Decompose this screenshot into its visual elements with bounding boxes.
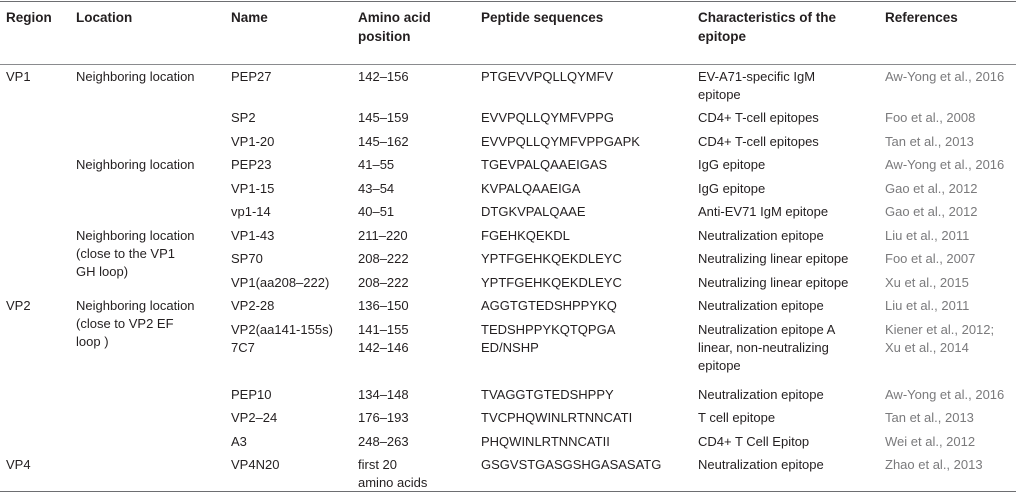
cell-characteristics [698,250,848,268]
cell-amino-acid-line: 136–150 [358,298,409,313]
cell-name-line: A3 [231,434,247,449]
cell-reference [885,433,975,451]
header-region: Region [6,10,52,25]
cell-amino-acid [358,156,394,174]
cell-peptide [481,180,580,198]
cell-peptide-line: EVVPQLLQYMFVPPG [481,110,614,125]
cell-name-line: VP1-20 [231,134,275,149]
cell-location [76,156,195,174]
cell-peptide-line: AGGTGTEDSHPPYKQ [481,298,617,313]
cell-amino-acid [358,133,409,151]
cell-peptide-line: TEDSHPPYKQTQPGA [481,322,616,337]
cell-characteristics [698,203,828,221]
table-top-rule [0,1,1016,2]
cell-region-line: VP1 [6,69,31,84]
cell-reference [885,227,969,245]
cell-amino-acid [358,409,409,427]
cell-amino-acid [358,109,409,127]
cell-reference-line: Xu et al., 2015 [885,275,969,290]
cell-amino-acid-line: 208–222 [358,251,409,266]
cell-reference-line: Aw-Yong et al., 2016 [885,387,1005,402]
cell-name-line: PEP27 [231,69,272,84]
cell-amino-acid-line: 145–162 [358,134,409,149]
cell-name [231,409,277,427]
cell-characteristics-line: CD4+ T Cell Epitop [698,434,810,449]
cell-amino-acid-line: 141–155 [358,322,409,337]
cell-name [231,203,271,221]
cell-location-line: loop ) [76,334,109,349]
cell-characteristics-line: CD4+ T-cell epitopes [698,134,819,149]
header-location: Location [76,10,133,25]
cell-amino-acid [358,297,409,315]
cell-name [231,321,333,357]
cell-peptide [481,386,614,404]
cell-peptide [481,321,615,357]
cell-characteristics-line: Neutralizing linear epitope [698,251,849,266]
cell-amino-acid-line: 40–51 [358,204,395,219]
cell-peptide-line: FGEHKQEKDL [481,228,570,243]
cell-peptide-line: YPTFGEHKQEKDLEYC [481,275,622,290]
cell-name [231,386,271,404]
cell-characteristics-line: CD4+ T-cell epitopes [698,110,819,125]
cell-amino-acid [358,227,408,245]
cell-reference [885,409,974,427]
cell-name [231,297,274,315]
cell-reference [885,109,975,127]
cell-location-line: (close to the VP1 [76,246,175,261]
cell-peptide-line: TVAGGTGTEDSHPPY [481,387,614,402]
cell-reference-line: Kiener et al., 2012; [885,322,995,337]
cell-reference [885,133,974,151]
cell-reference [885,386,1004,404]
cell-peptide [481,456,661,474]
cell-peptide [481,203,586,221]
table-bottom-rule [0,491,1016,492]
cell-characteristics [698,409,775,427]
cell-reference-line: Liu et al., 2011 [885,228,970,243]
header-characteristics [698,8,836,46]
cell-characteristics [698,386,824,404]
cell-name-line: VP2–24 [231,410,278,425]
cell-reference [885,180,978,198]
cell-peptide [481,297,617,315]
cell-characteristics-line: epitope [698,358,741,373]
cell-amino-acid-line: 211–220 [358,228,408,243]
cell-peptide-line: TVCPHQWINLRTNNCATI [481,410,633,425]
cell-name-line: vp1-14 [231,204,271,219]
cell-peptide [481,409,632,427]
cell-amino-acid-line: 208–222 [358,275,409,290]
cell-reference [885,297,969,315]
cell-location-line: Neighboring location [76,157,195,172]
cell-peptide-line: DTGKVPALQAAE [481,204,586,219]
header-amino-line1: Amino acid [358,10,431,25]
cell-characteristics-line: Neutralization epitope A [698,322,836,337]
cell-location-line: Neighboring location [76,298,195,313]
cell-amino-acid [358,321,409,357]
cell-location [76,68,195,86]
header-rule [0,64,1016,65]
cell-peptide-line: PTGEVVPQLLQYMFV [481,69,614,84]
cell-name-line: VP1(aa208–222) [231,275,330,290]
cell-characteristics-line: Neutralization epitope [698,298,824,313]
cell-amino-acid-line: 248–263 [358,434,409,449]
cell-amino-acid-line: 142–146 [358,340,409,355]
cell-amino-acid [358,456,427,492]
cell-reference-line: Aw-Yong et al., 2016 [885,157,1005,172]
cell-amino-acid-line: first 20 [358,457,398,472]
cell-reference-line: Gao et al., 2012 [885,204,978,219]
cell-characteristics-line: epitope [698,87,741,102]
cell-peptide-line: ED/NSHP [481,340,539,355]
cell-reference [885,68,1004,86]
cell-amino-acid [358,250,409,268]
cell-reference [885,274,969,292]
cell-characteristics [698,321,835,375]
cell-amino-acid [358,433,409,451]
cell-characteristics-line: Anti-EV71 IgM epitope [698,204,829,219]
cell-name-line: VP4N20 [231,457,280,472]
cell-characteristics-line: EV-A71-specific IgM [698,69,816,84]
cell-amino-acid [358,68,409,86]
cell-name-line: VP1-43 [231,228,275,243]
cell-characteristics [698,68,815,104]
cell-amino-acid-line: 41–55 [358,157,395,172]
cell-reference [885,250,975,268]
cell-reference-line: Zhao et al., 2013 [885,457,983,472]
cell-reference [885,456,983,474]
cell-region-line: VP2 [6,298,31,313]
cell-name [231,156,271,174]
cell-location-line: Neighboring location [76,228,195,243]
cell-characteristics-line: Neutralization epitope [698,457,824,472]
cell-name-line: PEP10 [231,387,272,402]
cell-amino-acid [358,180,394,198]
cell-amino-acid-line: amino acids [358,475,428,490]
cell-characteristics [698,227,824,245]
cell-reference [885,203,978,221]
cell-region-line: VP4 [6,457,31,472]
cell-characteristics-line: Neutralizing linear epitope [698,275,849,290]
cell-characteristics-line: IgG epitope [698,157,766,172]
cell-characteristics [698,156,765,174]
cell-location [76,297,195,351]
cell-location-line: (close to VP2 EF [76,316,174,331]
cell-amino-acid-line: 145–159 [358,110,409,125]
cell-region [6,68,31,86]
cell-name [231,180,274,198]
header-references: References [885,10,958,25]
cell-characteristics [698,109,819,127]
cell-peptide [481,433,610,451]
cell-reference [885,321,994,357]
cell-reference-line: Gao et al., 2012 [885,181,978,196]
cell-name-line: VP2-28 [231,298,275,313]
cell-region [6,456,31,474]
header-char-line1: Characteristics of the [698,10,837,25]
cell-reference-line: Wei et al., 2012 [885,434,976,449]
cell-amino-acid-line: 134–148 [358,387,409,402]
cell-amino-acid-line: 142–156 [358,69,409,84]
cell-peptide-line: GSGVSTGASGSHGASASATG [481,457,662,472]
cell-characteristics-line: linear, non-neutralizing [698,340,829,355]
cell-reference [885,156,1004,174]
cell-characteristics [698,433,809,451]
cell-peptide-line: PHQWINLRTNNCATII [481,434,610,449]
cell-peptide-line: EVVPQLLQYMFVPPGAPK [481,134,640,149]
cell-name [231,109,256,127]
cell-peptide-line: KVPALQAAEIGA [481,181,581,196]
cell-amino-acid-line: 176–193 [358,410,409,425]
header-amino-acid [358,8,431,46]
cell-characteristics [698,133,819,151]
cell-peptide [481,109,614,127]
cell-peptide [481,250,622,268]
header-peptide: Peptide sequences [481,10,604,25]
cell-amino-acid [358,203,394,221]
cell-reference-line: Tan et al., 2013 [885,410,974,425]
cell-name [231,456,279,474]
cell-location-line: GH loop) [76,264,129,279]
cell-reference-line: Liu et al., 2011 [885,298,970,313]
cell-reference-line: Aw-Yong et al., 2016 [885,69,1005,84]
cell-name-line: VP2(aa141-155s) [231,322,333,337]
cell-amino-acid [358,274,409,292]
cell-name-line: 7C7 [231,340,255,355]
cell-peptide-line: YPTFGEHKQEKDLEYC [481,251,622,266]
cell-name [231,227,274,245]
cell-characteristics [698,456,824,474]
cell-location-line: Neighboring location [76,69,195,84]
cell-location [76,227,195,281]
cell-name [231,68,271,86]
cell-peptide [481,227,570,245]
cell-characteristics [698,180,765,198]
cell-characteristics [698,297,824,315]
cell-reference-line: Foo et al., 2008 [885,110,976,125]
cell-name [231,250,263,268]
header-name: Name [231,10,268,25]
cell-peptide [481,68,613,86]
cell-name [231,274,329,292]
cell-characteristics-line: T cell epitope [698,410,776,425]
cell-name-line: SP2 [231,110,256,125]
cell-name-line: SP70 [231,251,263,266]
cell-peptide-line: TGEVPALQAAEIGAS [481,157,608,172]
cell-name [231,433,247,451]
cell-characteristics [698,274,848,292]
cell-characteristics-line: IgG epitope [698,181,766,196]
header-amino-line2: position [358,29,411,44]
cell-peptide [481,274,622,292]
cell-region [6,297,31,315]
header-char-line2: epitope [698,29,747,44]
cell-characteristics-line: Neutralization epitope [698,228,824,243]
cell-amino-acid-line: 43–54 [358,181,395,196]
cell-peptide [481,133,640,151]
cell-name [231,133,274,151]
cell-name-line: PEP23 [231,157,272,172]
cell-amino-acid [358,386,409,404]
cell-name-line: VP1-15 [231,181,275,196]
cell-reference-line: Xu et al., 2014 [885,340,969,355]
cell-peptide [481,156,607,174]
cell-reference-line: Foo et al., 2007 [885,251,976,266]
cell-reference-line: Tan et al., 2013 [885,134,974,149]
cell-characteristics-line: Neutralization epitope [698,387,824,402]
